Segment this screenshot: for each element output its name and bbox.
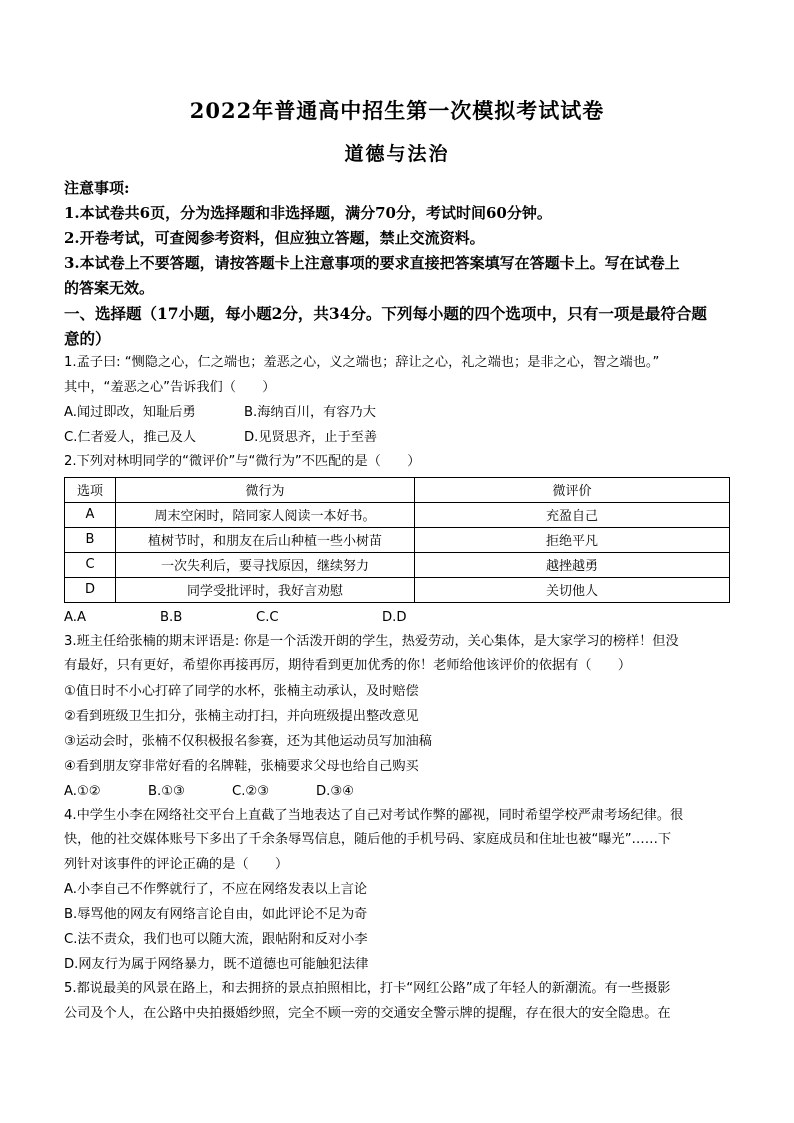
- table-cell: A: [65, 502, 116, 527]
- option-c: C.仁者爱人，推己及人: [64, 430, 197, 445]
- question-3-stem-cont: 有最好，只有更好，希望你再接再厉，期待看到更加优秀的你！老师给他该评价的依据有（ ）: [64, 658, 632, 673]
- table-cell: 拒绝平凡: [415, 527, 730, 552]
- option-b: B.辱骂他的网友有网络言论自由，如此评论不足为奇: [64, 907, 368, 922]
- table-cell: 关切他人: [415, 577, 730, 602]
- table-cell: 充盈自己: [415, 502, 730, 527]
- section-heading: 一、选择题（17小题，每小题2分，共34分。下列每小题的四个选项中，只有一项是最符合题: [64, 304, 707, 323]
- option-b: B.①③: [148, 783, 185, 799]
- option-d: D.见贤思齐，止于至善: [244, 430, 378, 445]
- question-3-options-row: [64, 779, 730, 804]
- option-a: A.闻过即改，知耻后勇: [64, 405, 196, 420]
- option-d: D.网友行为属于网络暴力，既不道德也可能触犯法律: [64, 957, 369, 972]
- table-row: [65, 527, 730, 552]
- question-5-stem: 5.都说最美的风景在路上，和去拥挤的景点拍照相比，打卡“网红公路”成了年轻人的新潮流。有一些摄影: [64, 981, 671, 996]
- option-b: B.海纳百川，有容乃大: [244, 405, 376, 420]
- question-4-stem-cont: 快，他的社交媒体账号下多出了千余条辱骂信息，随后他的手机号码、家庭成员和住址也被“曝光”……下: [64, 832, 672, 847]
- table-row: [65, 577, 730, 602]
- section-heading-cont: 意的）: [64, 329, 111, 348]
- question-1-stem: 1.孟子曰: “恻隐之心，仁之端也；羞恶之心，义之端也；辞让之心，礼之端也；是非之心，智之端也。”: [64, 355, 660, 370]
- question-5-stem-cont: 公司及个人，在公路中央拍摄婚纱照，完全不顾一旁的交通安全警示牌的提醒，存在很大的安全隐患。在: [64, 1005, 671, 1021]
- option-a: A.小李自己不作弊就行了，不应在网络发表以上言论: [64, 882, 368, 897]
- notice-item: 3.本试卷上不要答题，请按答题卡上注意事项的要求直接把答案填写在答题卡上。写在试卷上: [64, 254, 680, 272]
- table-header-row: [65, 477, 730, 502]
- option-d: D.D: [382, 609, 407, 625]
- question-3-stem: 3.班主任给张楠的期末评语是: 你是一个活泼开朗的学生，热爱劳动，关心集体，是大家学习的榜样！但没: [64, 633, 679, 649]
- question-1-options-row: [64, 400, 730, 425]
- question-3-item: ①值日时不小心打碎了同学的水杯，张楠主动承认，及时赔偿: [64, 683, 419, 699]
- table-cell: 一次失利后，要寻找原因，继续努力: [116, 552, 415, 577]
- table-cell: 同学受批评时，我好言劝慰: [116, 577, 415, 602]
- question-3-item: ②看到班级卫生扣分，张楠主动打扫，并向班级提出整改意见: [64, 708, 419, 724]
- table-header: 微行为: [116, 477, 415, 502]
- table-cell: C: [65, 552, 116, 577]
- table-header: 微评价: [415, 477, 730, 502]
- exam-title: 2022年普通高中招生第一次模拟考试试卷: [189, 98, 605, 123]
- option-d: D.③④: [316, 783, 354, 799]
- table-row: [65, 502, 730, 527]
- question-4-stem: 4.中学生小李在网络社交平台上直截了当地表达了自己对考试作弊的鄙视，同时希望学校严肃考场纪律。很: [64, 807, 684, 823]
- question-2-options-row: [64, 605, 730, 630]
- notice-item: 1.本试卷共6页，分为选择题和非选择题，满分70分，考试时间60分钟。: [64, 204, 552, 222]
- option-a: A.①②: [64, 783, 101, 799]
- table-cell: 周末空闲时，陪同家人阅读一本好书。: [116, 502, 415, 527]
- option-c: C.C: [256, 609, 279, 625]
- question-2-stem: 2.下列对林明同学的“微评价”与“微行为”不匹配的是（ ）: [64, 454, 421, 469]
- question-3-item: ④看到朋友穿非常好看的名牌鞋，张楠要求父母也给自己购买: [64, 758, 419, 774]
- subject-title: 道德与法治: [344, 143, 450, 165]
- question-4-stem-cont: 列针对该事件的评论正确的是（ ）: [64, 856, 289, 872]
- option-a: A.A: [64, 609, 87, 625]
- question-1-stem-cont: 其中，“羞恶之心”告诉我们（ ）: [64, 379, 276, 395]
- table-row: [65, 552, 730, 577]
- question-1-options-row: [64, 425, 730, 450]
- option-c: C.法不责众，我们也可以随大流，跟帖附和反对小李: [64, 932, 368, 947]
- notice-item: 的答案无效。: [64, 279, 155, 297]
- table-header: 选项: [65, 477, 116, 502]
- evaluation-table: [64, 477, 730, 603]
- option-b: B.B: [160, 609, 183, 625]
- table-cell: 越挫越勇: [415, 552, 730, 577]
- option-c: C.②③: [232, 783, 270, 799]
- table-cell: B: [65, 527, 116, 552]
- table-cell: D: [65, 577, 116, 602]
- table-cell: 植树节时，和朋友在后山种植一些小树苗: [116, 527, 415, 552]
- notice-heading: 注意事项:: [64, 179, 130, 197]
- notice-item: 2.开卷考试，可查阅参考资料，但应独立答题，禁止交流资料。: [64, 229, 485, 247]
- question-3-item: ③运动会时，张楠不仅积极报名参赛，还为其他运动员写加油稿: [64, 733, 432, 749]
